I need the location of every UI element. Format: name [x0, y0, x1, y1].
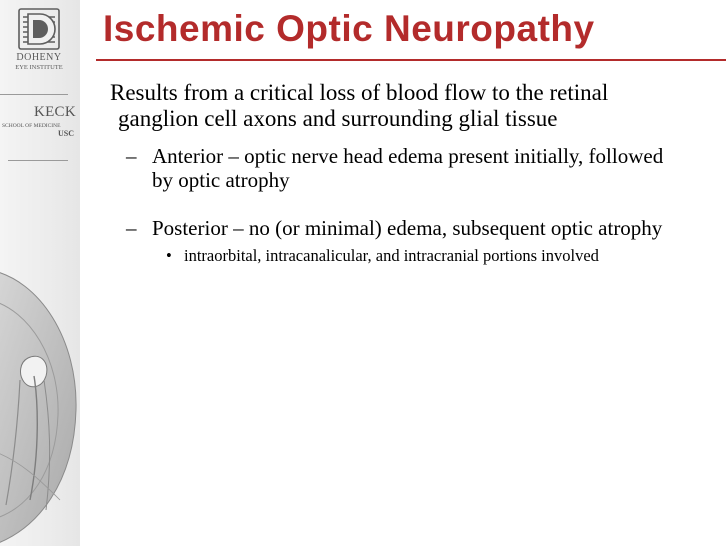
sub-sub-point [110, 246, 710, 266]
dot-bullet: • [166, 246, 172, 265]
main-point: Results from a critical loss of blood flow to the retinal ganglion cell axons and surrounding glial tissue [110, 80, 609, 131]
keck-name: KECK [33, 104, 76, 120]
doheny-name: DOHENY [16, 52, 62, 63]
sub-point-text: Posterior – no (or minimal) edema, subsequent optic atrophy [152, 216, 663, 240]
sidebar-divider [8, 160, 68, 161]
sidebar [0, 0, 80, 546]
slide-title: Ischemic Optic Neuropathy [103, 8, 595, 49]
sub-point-anterior [110, 144, 672, 192]
eye-anatomy-art [0, 250, 80, 546]
sub-point-text: Anterior – optic nerve head edema present initially, followed by optic atrophy [152, 144, 664, 192]
sub-sub-point-text: intraorbital, intracanalicular, and intracranial portions involved [184, 246, 599, 265]
usc-mark: USC [57, 129, 74, 138]
sub-point-posterior [110, 216, 672, 240]
keck-subtitle: SCHOOL OF MEDICINE [2, 123, 61, 129]
doheny-emblem-icon [18, 8, 60, 50]
dash-bullet: – [126, 144, 137, 168]
dash-bullet: – [126, 216, 137, 240]
doheny-logo [8, 8, 70, 72]
keck-logo [2, 104, 78, 138]
slide-content [110, 80, 710, 266]
sidebar-divider [0, 94, 68, 95]
doheny-subtitle: EYE INSTITUTE [15, 64, 63, 71]
title-underline [96, 59, 726, 61]
